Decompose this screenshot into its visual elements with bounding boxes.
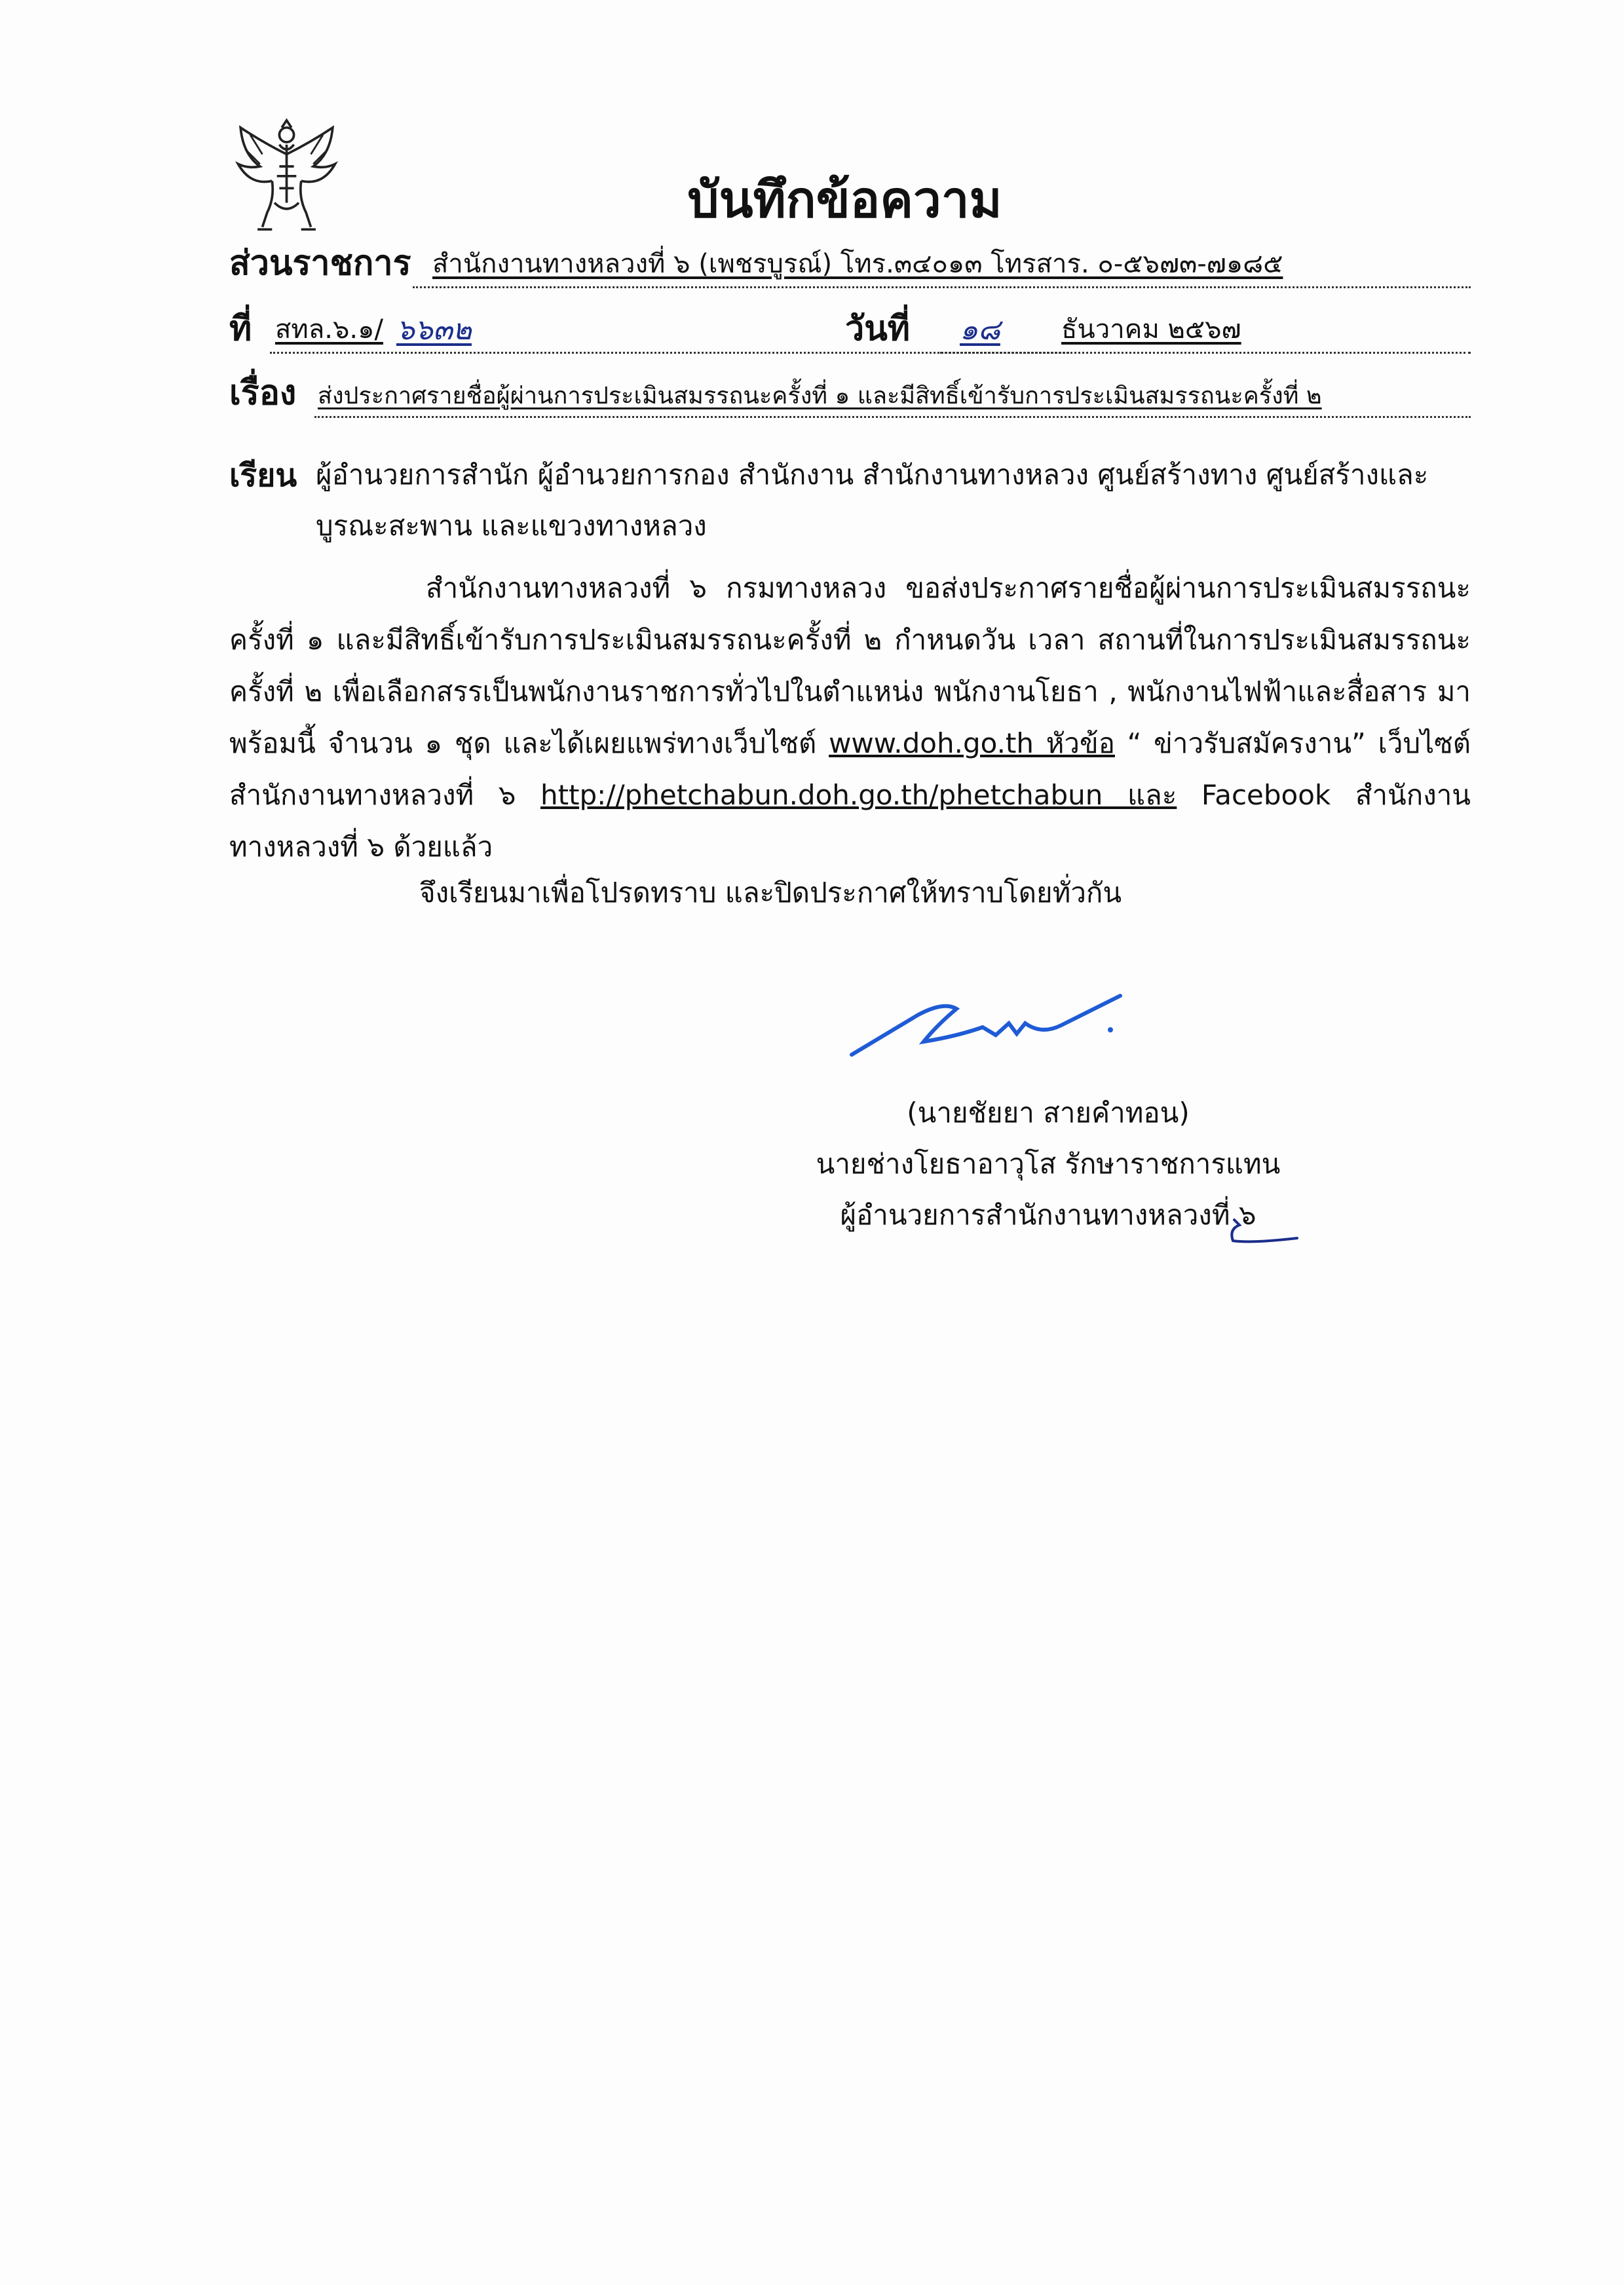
body-text-part1: สำนักงานทางหลวงที่ ๖ กรมทางหลวง ขอส่งประกาศรายชื่อผู้ผ่านการประเมินสมรรถนะครั้งที่ ๑ และมีสิทธิ์เข้ารับการประเมินสมรรถนะครั้งที่ ๒ กำหนดวัน เวลา สถานที่ในการประเมินสมรรถนะครั้งที่ ๒ เพื่อเลือกสรรเป็นพนักงานราชการทั่วไปในตำแหน่ง พนักงานโยธา , พนักงานไฟฟ้าและสื่อสาร มาพร้อมนี้ จำนวน ๑ ชุด และได้เผยแพร่ทางเว็บไซต์ (229, 572, 1471, 759)
memo-title: บันทึกข้อความ (687, 170, 1002, 229)
dotted-line (314, 416, 1471, 418)
body-paragraph (229, 562, 1471, 873)
ref-date-row (229, 308, 1471, 360)
signature-icon (845, 989, 1133, 1068)
body-text-part2: “ ข่าวรับสมัครงาน” เว็บไซต์ สำนักงานทางหลวงที่ ๖ (229, 727, 1471, 811)
department-label: ส่วนราชการ (229, 244, 411, 283)
doh-website-link[interactable]: www.doh.go.th หัวข้อ (829, 727, 1115, 759)
subject-label: เรื่อง (229, 373, 297, 413)
date-label: วันที่ (845, 309, 911, 349)
body-text-part3: Facebook สำนักงานทางหลวงที่ ๖ ด้วยแล้ว (229, 779, 1471, 863)
date-month-year: ธันวาคม ๒๕๖๗ (1061, 314, 1241, 345)
closing-sentence: จึงเรียนมาเพื่อโปรดทราบ และปิดประกาศให้ทราบโดยทั่วกัน (419, 877, 1122, 909)
phetchabun-website-link[interactable]: http://phetchabun.doh.go.th/phetchabun และ (540, 779, 1177, 811)
signer-name: (นายชัยยา สายคำทอน) (907, 1097, 1190, 1129)
dotted-line (413, 286, 1471, 288)
recipient-text: ผู้อำนวยการสำนัก ผู้อำนวยการกอง สำนักงาน สำนักงานทางหลวง ศูนย์สร้างทาง ศูนย์สร้างและบูรณะสะพาน และแขวงทางหลวง (316, 459, 1429, 542)
department-value: สำนักงานทางหลวงที่ ๖ (เพชรบูรณ์) โทร.๓๔๐๑๓ โทรสาร. ๐-๕๖๗๓-๗๑๘๕ (432, 249, 1283, 279)
signer-position-1: นายช่างโยธาอาวุโส รักษาราชการแทน (816, 1148, 1281, 1180)
department-row (229, 242, 1471, 295)
subject-row (229, 372, 1471, 425)
subject-value: ส่งประกาศรายชื่อผู้ผ่านการประเมินสมรรถนะครั้งที่ ๑ และมีสิทธิ์เข้ารับการประเมินสมรรถนะครั้งที่ ๒ (318, 383, 1322, 409)
recipient-label: เรียน (229, 457, 297, 494)
initial-mark-icon (1225, 1212, 1304, 1251)
dotted-line (940, 352, 1471, 354)
date-day-handwritten: ๑๘ (960, 313, 1000, 347)
ref-value: สทล.๖.๑/ (275, 314, 383, 345)
ref-label: ที่ (229, 309, 252, 349)
ref-handwritten-number: ๖๖๓๒ (396, 313, 472, 347)
signer-position-2: ผู้อำนวยการสำนักงานทางหลวงที่ ๖ (840, 1199, 1256, 1231)
